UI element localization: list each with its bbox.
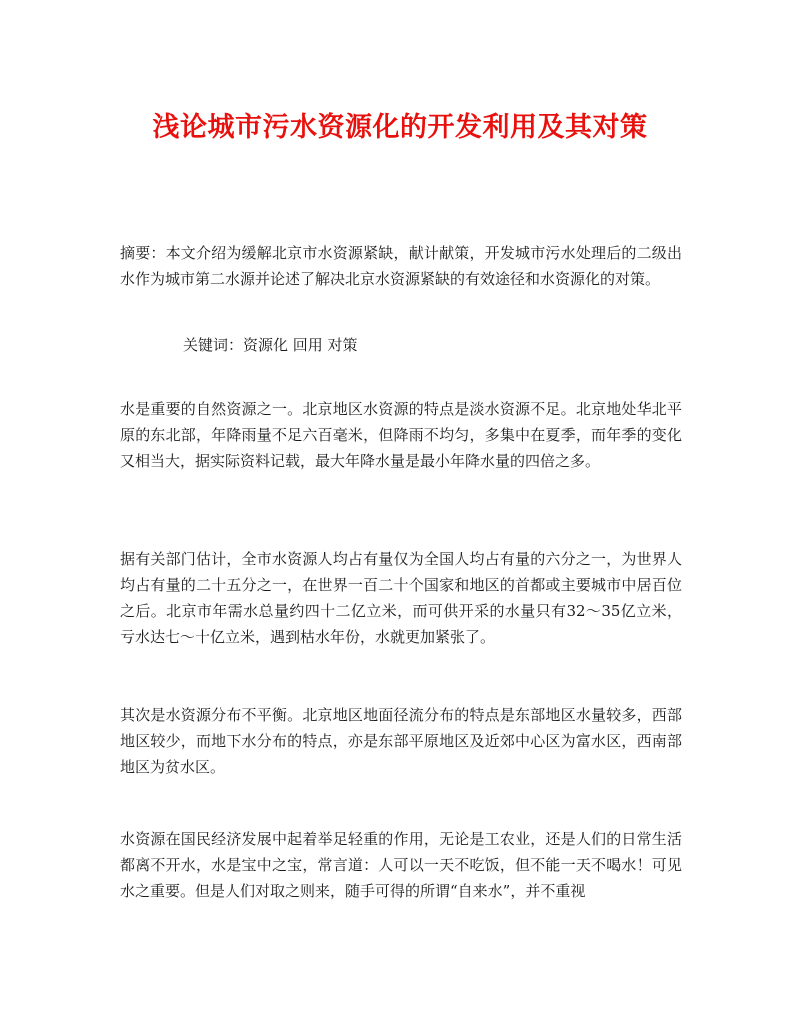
- document-title: 浅论城市污水资源化的开发利用及其对策: [152, 112, 648, 143]
- body-paragraph-4: 水资源在国民经济发展中起着举足轻重的作用，无论是工农业，还是人们的日常生活都离不开水，水是宝中之宝，常言道：人可以一天不吃饭，但不能一天不喝水！可见水之重要。但是人们对取之则来，随手可得的所谓“自来水”，并不重视: [120, 830, 682, 900]
- keywords-line: 关键词：资源化 回用 对策: [183, 336, 358, 354]
- body-paragraph-3: 其次是水资源分布不平衡。北京地区地面径流分布的特点是东部地区水量较多，西部地区较少，而地下水分布的特点，亦是东部平原地区及近郊中心区为富水区，西南部地区为贫水区。: [120, 706, 682, 776]
- body-paragraph-1: 水是重要的自然资源之一。北京地区水资源的特点是淡水资源不足。北京地处华北平原的东北部，年降雨量不足六百毫米，但降雨不均匀，多集中在夏季，而年季的变化又相当大，据实际资料记载，最大年降水量是最小年降水量的四倍之多。: [120, 400, 682, 470]
- abstract-paragraph: 摘要：本文介绍为缓解北京市水资源紧缺，献计献策，开发城市污水处理后的二级出水作为城市第二水源并论述了解决北京水资源紧缺的有效途径和水资源化的对策。: [120, 244, 682, 288]
- body-paragraph-2: 据有关部门估计，全市水资源人均占有量仅为全国人均占有量的六分之一，为世界人均占有量的二十五分之一，在世界一百二十个国家和地区的首都或主要城市中居百位之后。北京市年需水总量约四十二亿立米，而可供开采的水量只有32～35亿立米，亏水达七～十亿立米，遇到枯水年份，水就更加紧张了。: [120, 550, 682, 646]
